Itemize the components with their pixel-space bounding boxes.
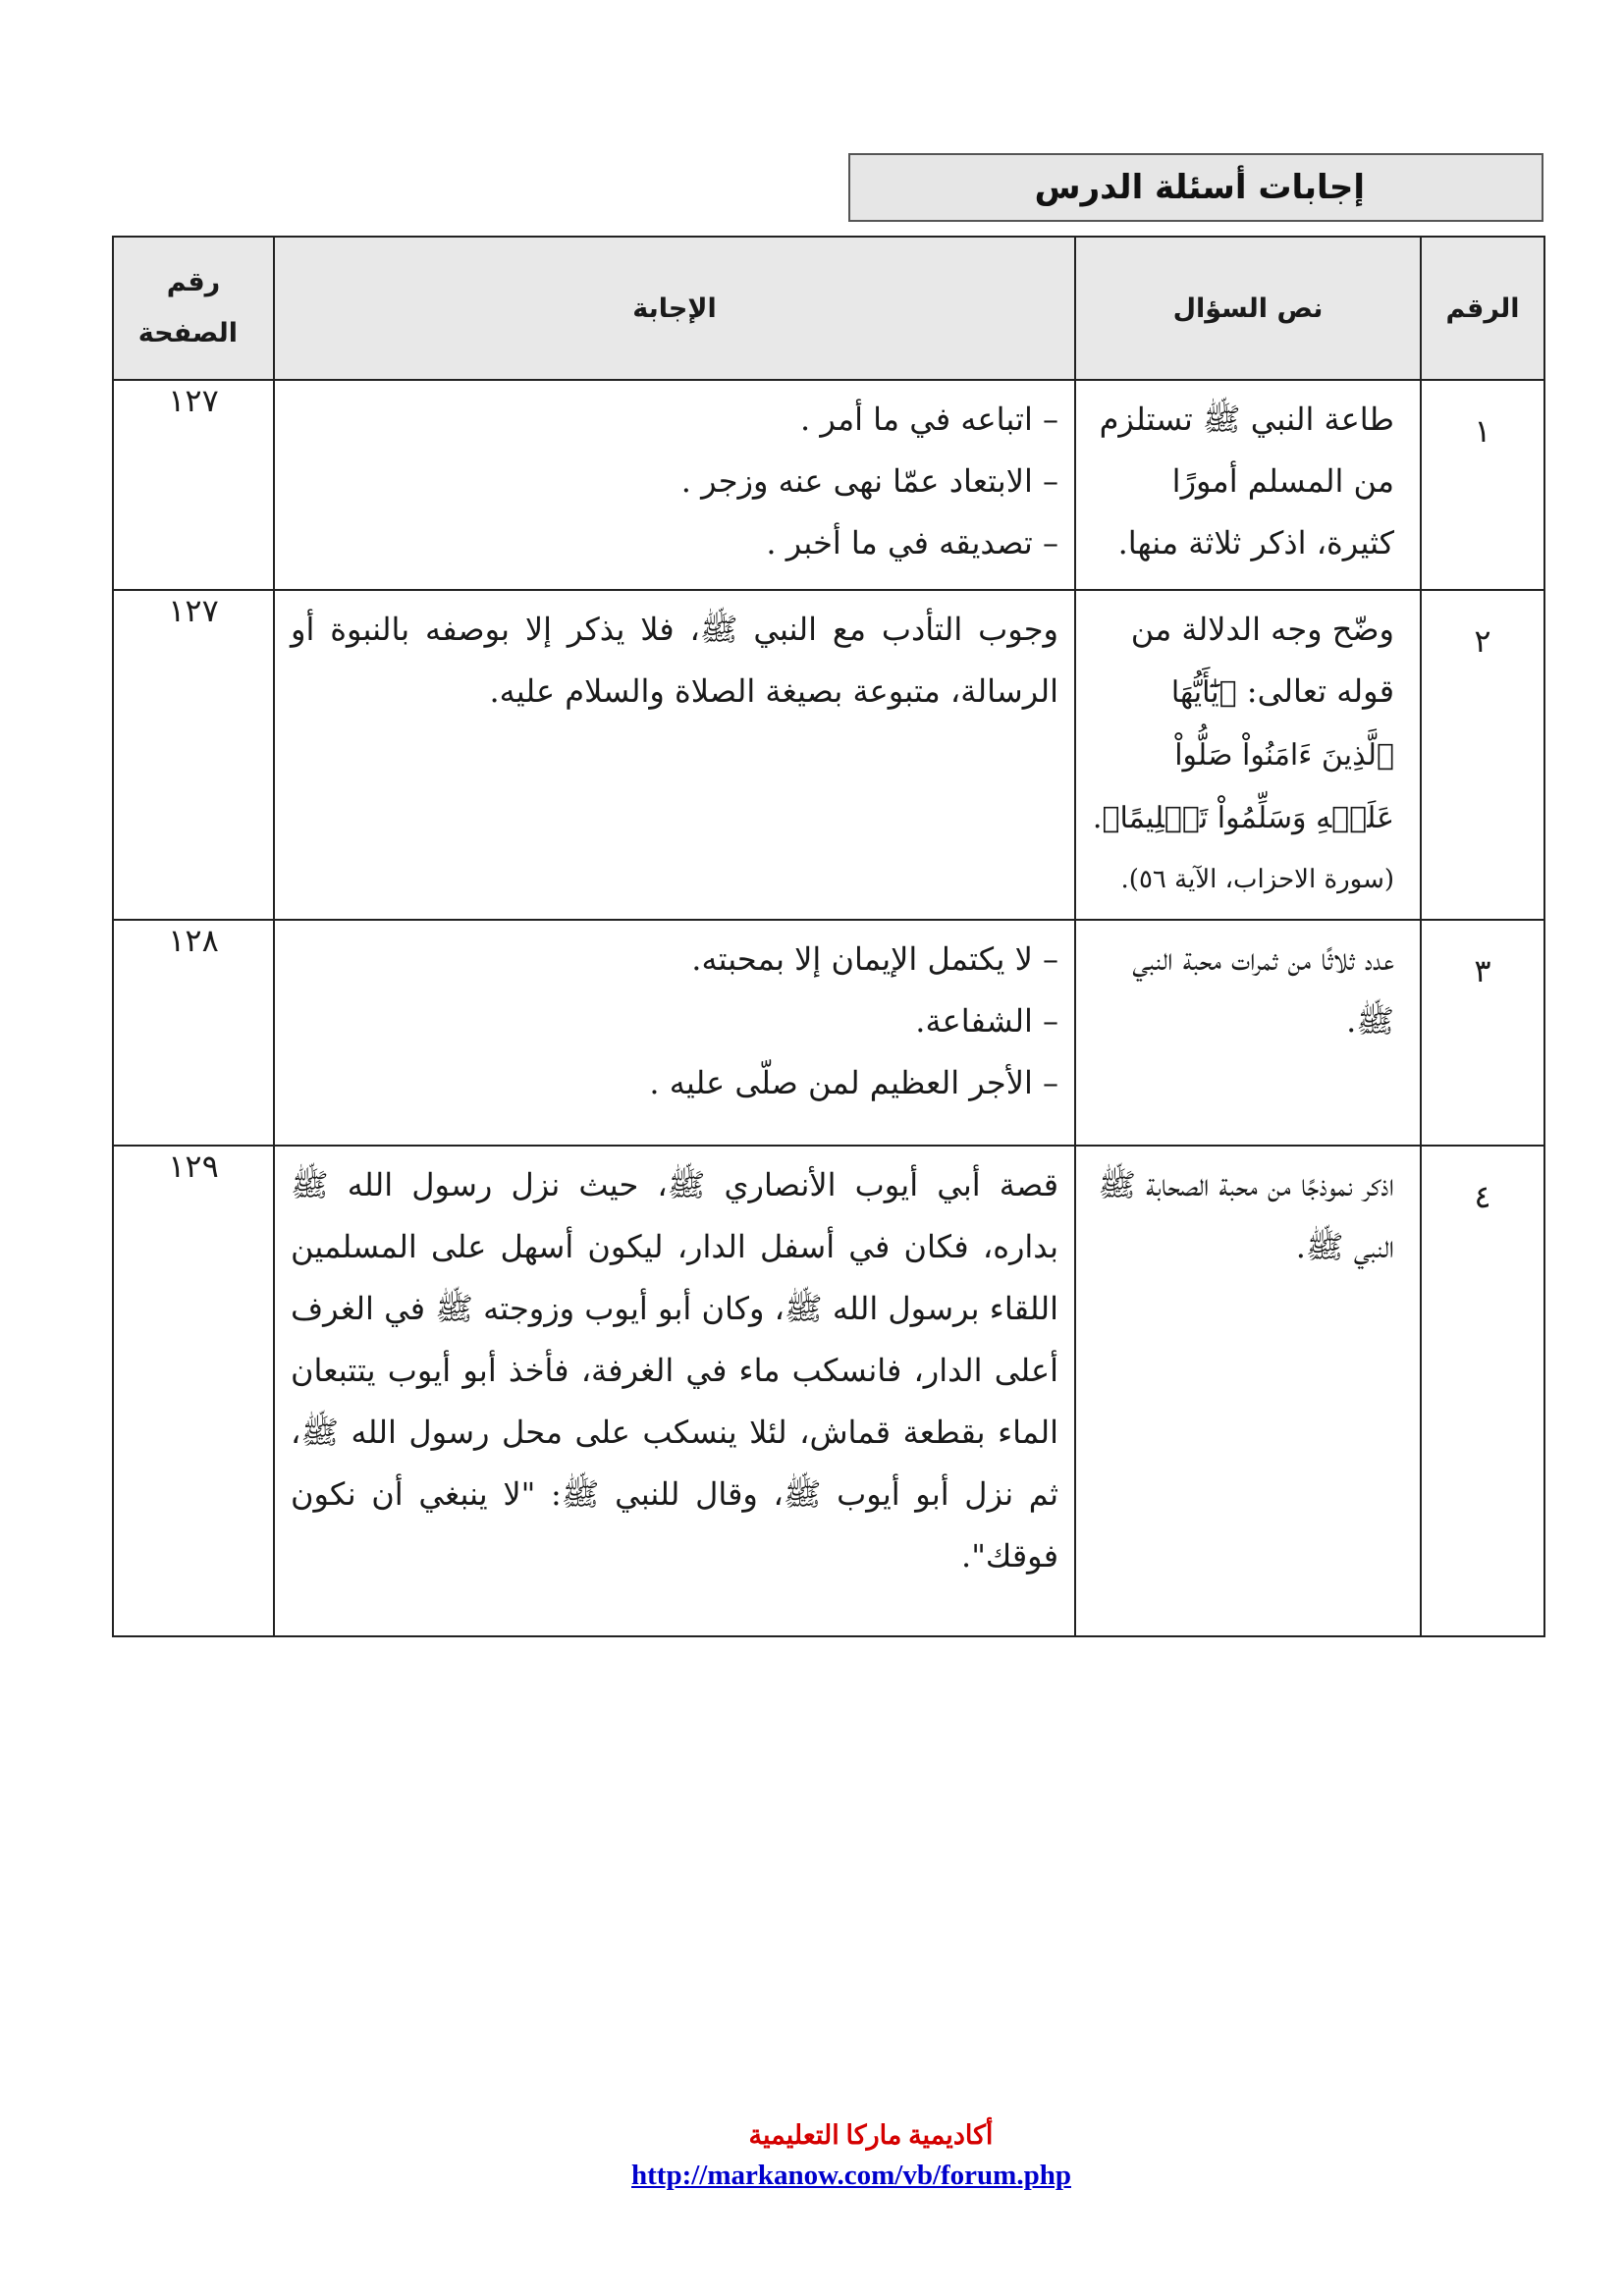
table-row: [113, 920, 1544, 1146]
row-page: ١٢٧: [113, 590, 274, 920]
answer-item: – الشفاعة.: [291, 990, 1058, 1052]
row-answer: [274, 380, 1075, 590]
answer-item: – اتباعه في ما أمر .: [291, 389, 1058, 451]
answer-item: – لا يكتمل الإيمان إلا بمحبته.: [291, 929, 1058, 990]
row-number: ٢: [1421, 590, 1544, 920]
row-question: طاعة النبي ﷺ تستلزم من المسلم أمورًا كثيرة، اذكر ثلاثة منها.: [1075, 380, 1421, 590]
row-question: اذكر نموذجًا من محبة الصحابة ﷺ النبي ﷺ.: [1075, 1146, 1421, 1636]
quran-verse: ﴿يَٰٓأَيُّهَا ٱلَّذِينَ ءَامَنُواْ صَلُّواْ عَلَيۡهِ وَسَلِّمُواْ تَسۡلِيمًا﴾.: [1092, 675, 1394, 835]
header-page-label: رقم الصفحة: [137, 267, 238, 348]
page-title: إجابات أسئلة الدرس: [1034, 168, 1365, 207]
header-number: الرقم: [1421, 237, 1544, 380]
question-text: وضّح وجه الدلالة من قوله تعالى:: [1130, 611, 1394, 710]
row-answer: وجوب التأدب مع النبي ﷺ، فلا يذكر إلا بوصفه بالنبوة أو الرسالة، متبوعة بصيغة الصلاة والسلام عليه.: [274, 590, 1075, 920]
page-title-box: [848, 153, 1543, 222]
row-number: ١: [1421, 380, 1544, 590]
table-header-row: [113, 237, 1544, 380]
row-question: [1075, 590, 1421, 920]
table-row: [113, 380, 1544, 590]
answers-table: [112, 236, 1545, 1637]
footer-forum-link[interactable]: http://markanow.com/vb/forum.php: [631, 2160, 1071, 2191]
header-answer: الإجابة: [274, 237, 1075, 380]
header-question: نص السؤال: [1075, 237, 1421, 380]
answer-list: [291, 929, 1058, 1114]
table-row: [113, 1146, 1544, 1636]
verse-reference: (سورة الاحزاب، الآية ٥٦).: [1120, 865, 1394, 894]
answer-item: – تصديقه في ما أخبر .: [291, 512, 1058, 574]
answer-list: [291, 389, 1058, 574]
row-page: ١٢٧: [113, 380, 274, 590]
row-number: ٣: [1421, 920, 1544, 1146]
header-page: [113, 237, 274, 380]
row-question: عدد ثلاثًا من ثمرات محبة النبي ﷺ.: [1075, 920, 1421, 1146]
answer-item: – الأجر العظيم لمن صلّى عليه .: [291, 1052, 1058, 1114]
row-answer: قصة أبي أيوب الأنصاري ﷺ، حيث نزل رسول الله ﷺ بداره، فكان في أسفل الدار، ليكون أسهل على المسلمين اللقاء برسول الله ﷺ، وكان أبو أيوب وزوجته ﷺ في الغرف أعلى الدار، فانسكب ماء في الغرفة، فأخذ أبو أيوب يتتبعان الماء بقطعة قماش، لئلا ينسكب على محل رسول الله ﷺ، ثم نزل أبو أيوب ﷺ، وقال للنبي ﷺ: "لا ينبغي أن نكون فوقك".: [274, 1146, 1075, 1636]
row-number: ٤: [1421, 1146, 1544, 1636]
row-page: ١٢٩: [113, 1146, 274, 1636]
footer-academy-name: أكاديمية ماركا التعليمية: [748, 2120, 994, 2150]
row-answer: [274, 920, 1075, 1146]
row-page: ١٢٨: [113, 920, 274, 1146]
table-row: [113, 590, 1544, 920]
answer-item: – الابتعاد عمّا نهى عنه وزجر .: [291, 451, 1058, 512]
